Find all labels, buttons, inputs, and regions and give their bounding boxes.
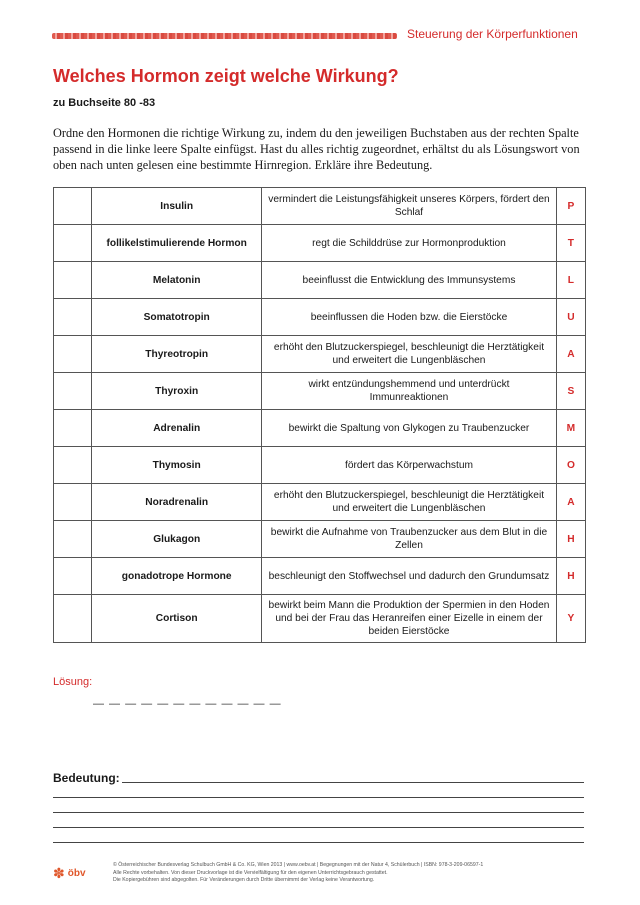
- effect-description: bewirkt die Aufnahme von Traubenzucker aus dem Blut in die Zellen: [262, 521, 557, 558]
- answer-cell[interactable]: [54, 595, 92, 643]
- letter-cell: P: [556, 188, 585, 225]
- footer-copyright: [113, 862, 593, 885]
- letter-cell: T: [556, 225, 585, 262]
- table-row: [54, 558, 586, 595]
- effect-description: beeinflusst die Entwicklung des Immunsystems: [262, 262, 557, 299]
- letter-cell: A: [556, 484, 585, 521]
- table-row: [54, 373, 586, 410]
- answer-cell[interactable]: [54, 225, 92, 262]
- table-row: [54, 447, 586, 484]
- letter-cell: Y: [556, 595, 585, 643]
- letter-cell: U: [556, 299, 585, 336]
- meaning-write-line[interactable]: [53, 842, 584, 843]
- effect-description: fördert das Körperwachstum: [262, 447, 557, 484]
- header-decoration-bar: [52, 33, 397, 39]
- answer-cell[interactable]: [54, 299, 92, 336]
- answer-cell[interactable]: [54, 447, 92, 484]
- table-row: [54, 521, 586, 558]
- solution-label: Lösung:: [53, 676, 93, 688]
- effect-description: erhöht den Blutzuckerspiegel, beschleunigt die Herztätigkeit und erweitert die Lungenbläschen: [262, 336, 557, 373]
- table-row: [54, 484, 586, 521]
- hormone-table: [53, 187, 586, 643]
- letter-cell: L: [556, 262, 585, 299]
- meaning-write-line[interactable]: [122, 782, 584, 783]
- chapter-title: Steuerung der Körperfunktionen: [407, 27, 578, 41]
- effect-description: bewirkt beim Mann die Produktion der Spermien in den Hoden und bei der Frau das Heranreifen einer Eizelle in einem der beiden Eierstöcke: [262, 595, 557, 643]
- hormone-name: Thyreotropin: [92, 336, 262, 373]
- effect-description: bewirkt die Spaltung von Glykogen zu Traubenzucker: [262, 410, 557, 447]
- table-row: [54, 188, 586, 225]
- effect-description: beeinflussen die Hoden bzw. die Eierstöcke: [262, 299, 557, 336]
- effect-description: vermindert die Leistungsfähigkeit unseres Körpers, fördert den Schlaf: [262, 188, 557, 225]
- table-row: [54, 225, 586, 262]
- hormone-name: follikelstimulierende Hormon: [92, 225, 262, 262]
- letter-cell: H: [556, 521, 585, 558]
- page-title: Welches Hormon zeigt welche Wirkung?: [53, 66, 399, 86]
- answer-cell[interactable]: [54, 336, 92, 373]
- table-row: [54, 336, 586, 373]
- footer-line: © Österreichischer Bundesverlag Schulbuch GmbH & Co. KG, Wien 2013 | www.oebv.at | Begegnungen mit der Natur 4, Schülerbuch | ISBN: 978-3-209-06597-1: [113, 862, 484, 868]
- effect-description: beschleunigt den Stoffwechsel und dadurch den Grundumsatz: [262, 558, 557, 595]
- letter-cell: H: [556, 558, 585, 595]
- letter-cell: S: [556, 373, 585, 410]
- publisher-logo-text: öbv: [67, 867, 86, 879]
- table-row: [54, 595, 586, 643]
- effect-description: erhöht den Blutzuckerspiegel, beschleunigt die Herztätigkeit und erweitert die Lungenbläschen: [262, 484, 557, 521]
- hormone-name: Noradrenalin: [92, 484, 262, 521]
- effect-description: regt die Schilddrüse zur Hormonproduktion: [262, 225, 557, 262]
- meaning-write-line[interactable]: [53, 797, 584, 798]
- answer-cell[interactable]: [54, 262, 92, 299]
- answer-cell[interactable]: [54, 558, 92, 595]
- page-subtitle: zu Buchseite 80 -83: [53, 97, 156, 109]
- hormone-name: Cortison: [92, 595, 262, 643]
- solution-blanks[interactable]: — — — — — — — — — — — —: [93, 698, 282, 710]
- answer-cell[interactable]: [54, 188, 92, 225]
- hormone-name: Adrenalin: [92, 410, 262, 447]
- answer-cell[interactable]: [54, 521, 92, 558]
- meaning-write-line[interactable]: [53, 812, 584, 813]
- effect-description: wirkt entzündungshemmend und unterdrückt Immunreaktionen: [262, 373, 557, 410]
- answer-cell[interactable]: [54, 484, 92, 521]
- answer-cell[interactable]: [54, 373, 92, 410]
- hormone-name: Glukagon: [92, 521, 262, 558]
- instructions-text: Ordne den Hormonen die richtige Wirkung zu, indem du den jeweiligen Buchstaben aus der rechten Spalte passend in die linke leere Spalte einfügst. Hast du alles richtig zugeordnet, erhältst du als Lösungswort von oben nach unten gelesen eine bestimmte Hirnregion. Erkläre ihre Bedeutung.: [53, 126, 580, 172]
- table-row: [54, 299, 586, 336]
- letter-cell: A: [556, 336, 585, 373]
- hormone-name: Melatonin: [92, 262, 262, 299]
- hormone-name: gonadotrope Hormone: [92, 558, 262, 595]
- footer-line: Die Kopiergebühren sind abgegolten. Für Veränderungen durch Dritte übernimmt der Verlag keine Verantwortung.: [113, 877, 375, 883]
- meaning-write-line[interactable]: [53, 827, 584, 828]
- meaning-label: Bedeutung:: [53, 771, 120, 785]
- letter-cell: M: [556, 410, 585, 447]
- flower-icon: ✽: [53, 865, 65, 881]
- hormone-name: Insulin: [92, 188, 262, 225]
- hormone-name: Somatotropin: [92, 299, 262, 336]
- answer-cell[interactable]: [54, 410, 92, 447]
- table-row: [54, 262, 586, 299]
- publisher-logo: [53, 866, 86, 880]
- hormone-name: Thyroxin: [92, 373, 262, 410]
- table-row: [54, 410, 586, 447]
- footer-line: Alle Rechte vorbehalten. Von dieser Druckvorlage ist die Vervielfältigung für den eigenen Unterrichtsgebrauch gestattet.: [113, 869, 388, 876]
- hormone-name: Thymosin: [92, 447, 262, 484]
- letter-cell: O: [556, 447, 585, 484]
